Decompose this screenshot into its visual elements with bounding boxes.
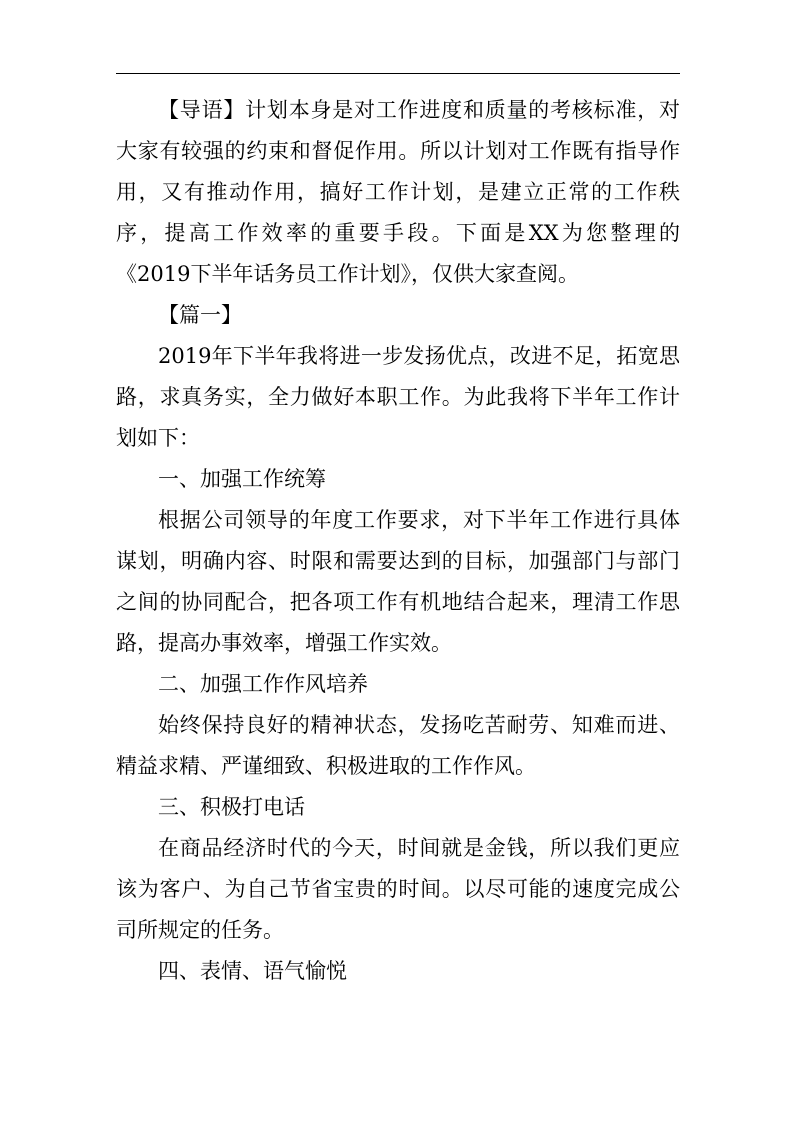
item-body-3: 在商品经济时代的今天，时间就是金钱，所以我们更应该为客户、为自己节省宝贵的时间。以尽可能的速度完成公司所规定的任务。 <box>116 836 680 942</box>
header-rule <box>116 73 680 74</box>
opening-paragraph: 2019年下半年我将进一步发扬优点，改进不足，拓宽思路，求真务实，全力做好本职工作。为此我将下半年工作计划如下： <box>116 344 680 450</box>
item-body-2: 始终保持良好的精神状态，发扬吃苦耐劳、知难而进、精益求精、严谨细致、积极进取的工作作风。 <box>116 713 680 778</box>
document-body <box>116 90 680 992</box>
intro-paragraph: 【导语】计划本身是对工作进度和质量的考核标准，对大家有较强的约束和督促作用。所以计划对工作既有指导作用，又有推动作用，搞好工作计划，是建立正常的工作秩序，提高工作效率的重要手段。下面是XX为您整理的《2019下半年话务员工作计划》，仅供大家查阅。 <box>116 98 680 286</box>
item-heading-3: 三、积极打电话 <box>158 795 305 819</box>
item-heading-2: 二、加强工作作风培养 <box>158 672 368 696</box>
item-body-1: 根据公司领导的年度工作要求，对下半年工作进行具体谋划，明确内容、时限和需要达到的目标，加强部门与部门之间的协同配合，把各项工作有机地结合起来，理清工作思路，提高办事效率，增强工作实效。 <box>116 508 680 655</box>
section-title: 【篇一】 <box>158 303 242 327</box>
item-heading-1: 一、加强工作统筹 <box>158 467 326 491</box>
item-heading-4: 四、表情、语气愉悦 <box>158 959 347 983</box>
